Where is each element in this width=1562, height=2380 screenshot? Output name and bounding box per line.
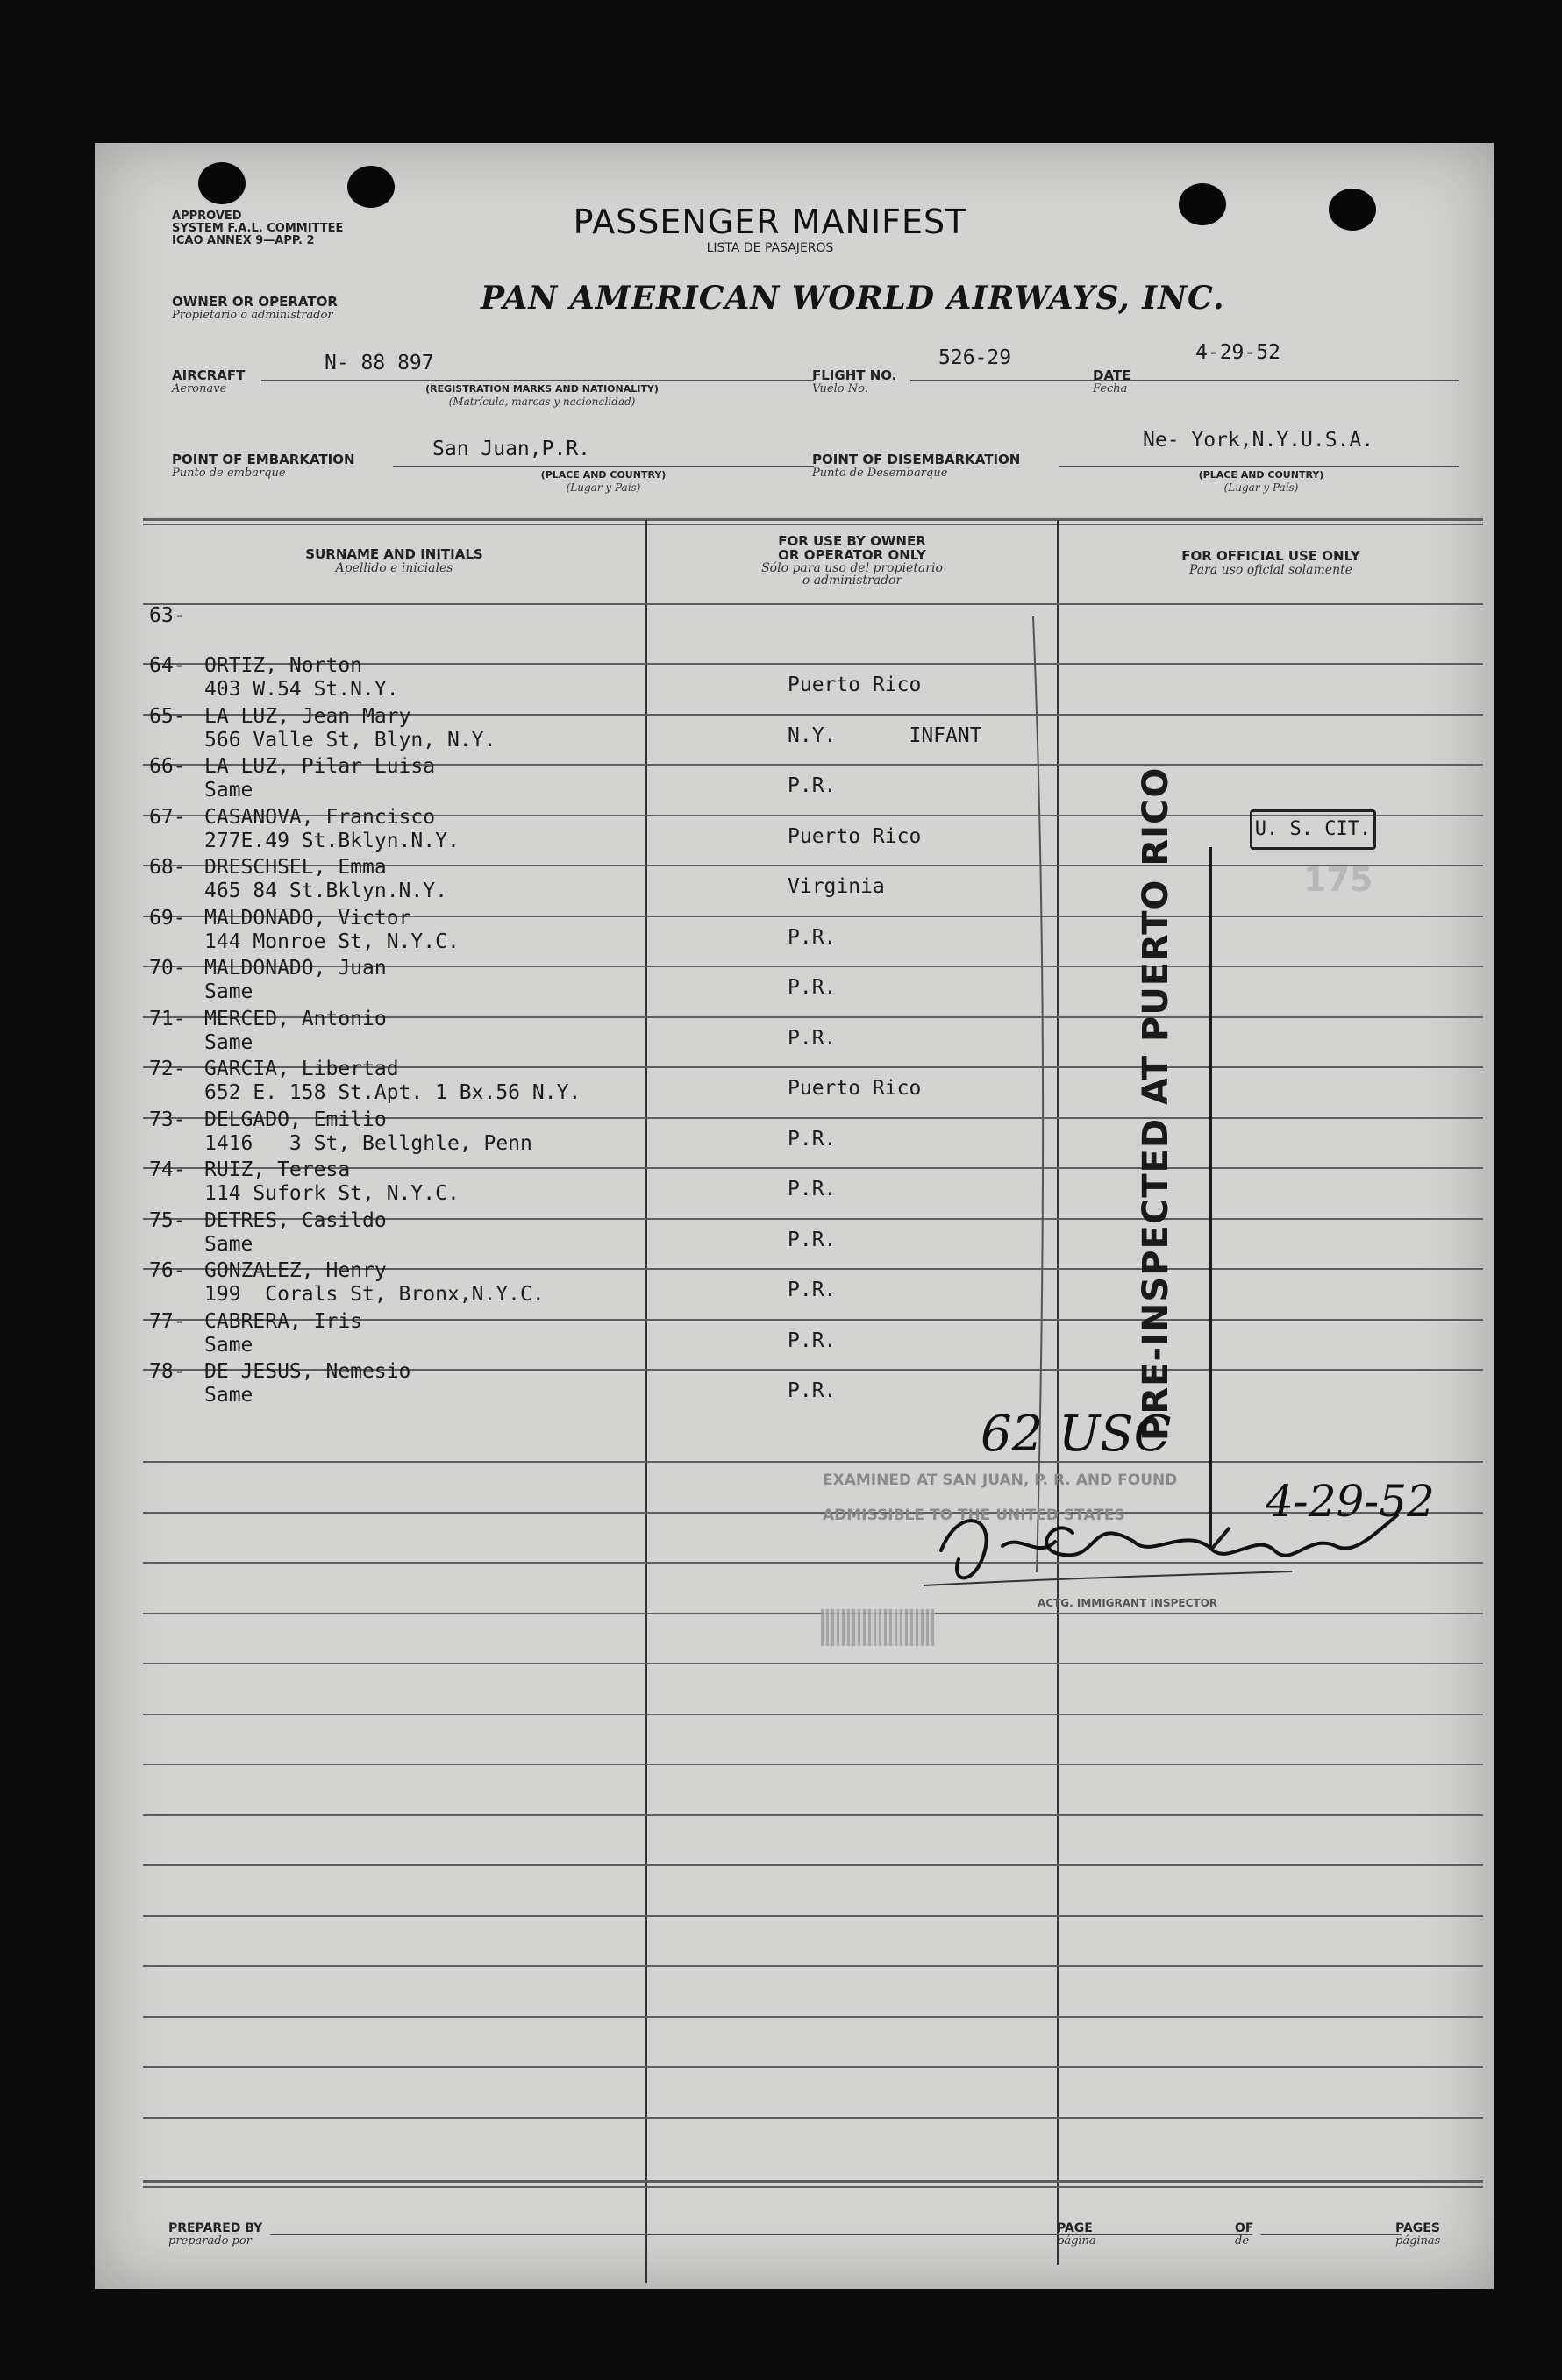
disembark-value: Ne- York,N.Y.U.S.A. <box>1143 429 1374 452</box>
punch-hole <box>347 166 395 208</box>
passenger-number: 68- <box>149 856 186 879</box>
passenger-address: 114 Sufork St, N.Y.C. <box>204 1182 460 1205</box>
date-label-block <box>1093 367 1130 395</box>
approval-line: SYSTEM F.A.L. COMMITTEE <box>172 222 344 235</box>
col-header-surname <box>143 546 645 574</box>
handwritten-date: 4-29-52 <box>1266 1476 1435 1527</box>
embark-label-block <box>172 452 355 480</box>
table-top-rule <box>143 524 1483 525</box>
passenger-name: DELGADO, Emilio <box>204 1108 387 1131</box>
table-row <box>95 1058 1494 1108</box>
passenger-address: Same <box>204 980 253 1003</box>
passenger-address: Same <box>204 1334 253 1357</box>
page-label-es: página <box>1057 2234 1096 2248</box>
place-note2-es: (Lugar y País) <box>1223 481 1299 494</box>
passenger-name: LA LUZ, Jean Mary <box>204 705 411 728</box>
table-row <box>95 1259 1494 1309</box>
disembark-label-block <box>812 452 1020 480</box>
date-underline <box>1138 380 1459 381</box>
disembark-underline <box>1059 466 1459 467</box>
passenger-number: 78- <box>149 1360 186 1383</box>
table-row <box>95 705 1494 755</box>
passenger-address: Same <box>204 1384 253 1407</box>
passenger-name: MALDONADO, Victor <box>204 907 411 930</box>
punch-hole <box>1179 183 1226 225</box>
passenger-origin: N.Y. INFANT <box>788 724 982 747</box>
pages-label-es: páginas <box>1395 2234 1441 2248</box>
place-note-es: (Lugar y País) <box>566 481 641 494</box>
table-rule-line <box>143 1764 1483 1765</box>
inspector-signature <box>924 1498 1415 1594</box>
col-header-official-en: FOR OFFICIAL USE ONLY <box>1181 548 1360 564</box>
passenger-origin: P.R. <box>788 1128 837 1151</box>
passenger-number: 74- <box>149 1158 186 1181</box>
table-rule-line <box>143 1714 1483 1715</box>
embark-value: San Juan,P.R. <box>432 438 591 460</box>
col-header-official <box>1059 548 1483 576</box>
date-label-es: Fecha <box>1093 382 1128 395</box>
table-rule-line <box>143 1915 1483 1917</box>
passenger-name: CABRERA, Iris <box>204 1310 363 1333</box>
col-header-surname-es: Apellido e iniciales <box>335 561 453 575</box>
passenger-origin: P.R. <box>788 1229 837 1251</box>
passenger-number: 64- <box>149 654 186 677</box>
table-rule-line <box>143 1613 1483 1614</box>
table-row <box>95 856 1494 906</box>
table-row <box>95 755 1494 805</box>
passenger-number: 77- <box>149 1310 186 1333</box>
approval-line: APPROVED <box>172 210 242 223</box>
passenger-origin: Puerto Rico <box>788 825 922 848</box>
smudge-mark <box>821 1609 935 1646</box>
handwritten-count: 62 USC <box>981 1406 1172 1463</box>
passenger-name: GARCIA, Libertad <box>204 1058 399 1080</box>
passenger-address: 277E.49 St.Bklyn.N.Y. <box>204 830 460 852</box>
place-note-en: (PLACE AND COUNTRY) <box>540 469 667 481</box>
passenger-number: 65- <box>149 705 186 728</box>
registration-note-en: (REGISTRATION MARKS AND NATIONALITY) <box>425 383 659 395</box>
passenger-number: 76- <box>149 1259 186 1282</box>
of-label-es: de <box>1235 2234 1250 2248</box>
flight-label-block <box>812 367 896 395</box>
passenger-number: 69- <box>149 907 186 930</box>
registration-note-es: (Matrícula, marcas y nacionalidad) <box>448 395 636 408</box>
passenger-origin: P.R. <box>788 1027 837 1050</box>
table-row <box>95 806 1494 856</box>
col-header-operator <box>647 534 1057 587</box>
page-label: PAGE <box>1057 2221 1093 2235</box>
col-header-surname-en: SURNAME AND INITIALS <box>305 546 483 562</box>
table-rule-line <box>143 2066 1483 2068</box>
table-row <box>95 654 1494 704</box>
passenger-number: 63- <box>149 604 186 627</box>
aircraft-underline <box>261 380 814 381</box>
pages-label-block <box>1395 2221 1440 2248</box>
passenger-name: MERCED, Antonio <box>204 1008 387 1030</box>
passenger-name: ORTIZ, Norton <box>204 654 363 677</box>
embark-label: POINT OF EMBARKATION <box>172 452 355 467</box>
table-rule-line <box>143 1461 1483 1463</box>
flight-label: FLIGHT NO. <box>812 367 897 383</box>
table-rule-line <box>143 2016 1483 2018</box>
aircraft-label-es: Aeronave <box>172 382 227 395</box>
examined-stamp-line1: EXAMINED AT SAN JUAN, P. R. AND FOUND <box>823 1471 1178 1489</box>
punch-hole <box>1329 189 1376 231</box>
col-header-operator-en: OR OPERATOR ONLY <box>778 547 926 563</box>
title-block <box>551 203 989 255</box>
table-rule-line <box>143 1663 1483 1664</box>
table-row <box>95 599 1494 649</box>
of-label: OF <box>1235 2221 1254 2235</box>
approval-note <box>172 210 343 247</box>
passenger-address: Same <box>204 779 253 802</box>
passenger-origin: P.R. <box>788 1279 837 1301</box>
col-header-official-es: Para uso oficial solamente <box>1189 563 1352 577</box>
passenger-name: GONZALEZ, Henry <box>204 1259 387 1282</box>
passenger-number: 67- <box>149 806 186 829</box>
passenger-origin: P.R. <box>788 774 837 797</box>
owner-label: OWNER OR OPERATOR <box>172 294 338 310</box>
aircraft-label-block <box>172 367 245 395</box>
passenger-origin: P.R. <box>788 926 837 949</box>
prepared-by-underline <box>270 2234 1147 2235</box>
passenger-number: 75- <box>149 1209 186 1232</box>
table-rule-line <box>143 1814 1483 1816</box>
flight-value: 526-29 <box>938 346 1012 369</box>
citizen-stamp: U. S. CIT. <box>1250 809 1376 850</box>
pre-inspected-stamp: PRE-INSPECTED AT PUERTO RICO <box>1136 766 1176 1441</box>
passenger-origin: Virginia <box>788 875 885 898</box>
passenger-number: 71- <box>149 1008 186 1030</box>
table-row <box>95 1158 1494 1208</box>
col-header-operator-es: Sólo para uso del propietario <box>761 561 943 575</box>
date-label: DATE <box>1093 367 1131 383</box>
count-stamp: 175 <box>1303 860 1373 899</box>
owner-label-es: Propietario o administrador <box>172 309 333 322</box>
table-row <box>95 1360 1494 1410</box>
aircraft-value: N- 88 897 <box>325 352 434 374</box>
place-note-2 <box>1165 469 1358 494</box>
passenger-origin: Puerto Rico <box>788 673 922 696</box>
approval-line: ICAO ANNEX 9—APP. 2 <box>172 234 315 247</box>
passenger-origin: P.R. <box>788 976 837 999</box>
passenger-name: DETRES, Casildo <box>204 1209 387 1232</box>
passenger-address: 652 E. 158 St.Apt. 1 Bx.56 N.Y. <box>204 1081 581 1104</box>
table-row <box>95 1310 1494 1360</box>
registration-note <box>384 383 700 408</box>
airline-name: PAN AMERICAN WORLD AIRWAYS, INC. <box>481 280 1225 317</box>
passenger-name: CASANOVA, Francisco <box>204 806 436 829</box>
col-header-operator-en: FOR USE BY OWNER <box>778 533 926 549</box>
passenger-address: 403 W.54 St.N.Y. <box>204 678 399 701</box>
passenger-number: 72- <box>149 1058 186 1080</box>
page-underline <box>1103 2234 1252 2235</box>
passenger-name: MALDONADO, Juan <box>204 957 387 980</box>
page-label-block <box>1057 2221 1096 2248</box>
passenger-name: RUIZ, Teresa <box>204 1158 351 1181</box>
passenger-origin: P.R. <box>788 1178 837 1201</box>
table-row <box>95 957 1494 1007</box>
col-header-operator-es: o administrador <box>802 574 902 588</box>
date-value: 4-29-52 <box>1195 341 1280 364</box>
table-top-rule <box>143 518 1483 521</box>
manifest-sheet <box>95 143 1494 2289</box>
of-label-block <box>1235 2221 1253 2248</box>
passenger-address: Same <box>204 1031 253 1054</box>
prepared-by-label: PREPARED BY <box>168 2221 263 2235</box>
footer-rule <box>143 2180 1483 2183</box>
prepared-by-label-es: preparado por <box>168 2234 252 2248</box>
table-rule-line <box>143 1864 1483 1866</box>
flight-label-es: Vuelo No. <box>812 382 868 395</box>
of-underline <box>1261 2234 1402 2235</box>
passenger-origin: P.R. <box>788 1329 837 1352</box>
passenger-name: LA LUZ, Pilar Luisa <box>204 755 436 778</box>
passenger-address: 465 84 St.Bklyn.N.Y. <box>204 880 447 902</box>
passenger-address: Same <box>204 1233 253 1256</box>
prepared-by-block <box>168 2221 262 2248</box>
passenger-address: 144 Monroe St, N.Y.C. <box>204 930 460 953</box>
passenger-name: DRESCHSEL, Emma <box>204 856 387 879</box>
footer-rule <box>143 2186 1483 2188</box>
inspector-caption: ACTG. IMMIGRANT INSPECTOR <box>1038 1597 1218 1609</box>
passenger-address: 199 Corals St, Bronx,N.Y.C. <box>204 1283 545 1306</box>
table-row <box>95 1108 1494 1158</box>
disembark-label-es: Punto de Desembarque <box>812 467 948 480</box>
place-note <box>507 469 700 494</box>
table-row <box>95 907 1494 957</box>
embark-label-es: Punto de embarque <box>172 467 286 480</box>
owner-label-block <box>172 294 338 322</box>
passenger-name: DE JESUS, Nemesio <box>204 1360 411 1383</box>
examined-stamp-line2: ADMISSIBLE TO THE UNITED STATES <box>823 1507 1125 1524</box>
passenger-number: 73- <box>149 1108 186 1131</box>
page-title: PASSENGER MANIFEST <box>573 203 967 241</box>
table-rule-line <box>143 2117 1483 2119</box>
place-note2-en: (PLACE AND COUNTRY) <box>1198 469 1324 481</box>
passenger-number: 70- <box>149 957 186 980</box>
punch-hole <box>198 162 246 204</box>
passenger-address: 1416 3 St, Bellghle, Penn <box>204 1132 532 1155</box>
passenger-origin: P.R. <box>788 1379 837 1402</box>
pages-label: PAGES <box>1395 2221 1440 2235</box>
page-subtitle: LISTA DE PASAJEROS <box>706 241 834 255</box>
table-row <box>95 1209 1494 1259</box>
table-row <box>95 1008 1494 1058</box>
disembark-label: POINT OF DISEMBARKATION <box>812 452 1021 467</box>
aircraft-label: AIRCRAFT <box>172 367 246 383</box>
table-rule-line <box>143 1965 1483 1967</box>
passenger-address: 566 Valle St, Blyn, N.Y. <box>204 729 496 752</box>
embark-underline <box>393 466 814 467</box>
passenger-number: 66- <box>149 755 186 778</box>
passenger-origin: Puerto Rico <box>788 1077 922 1100</box>
